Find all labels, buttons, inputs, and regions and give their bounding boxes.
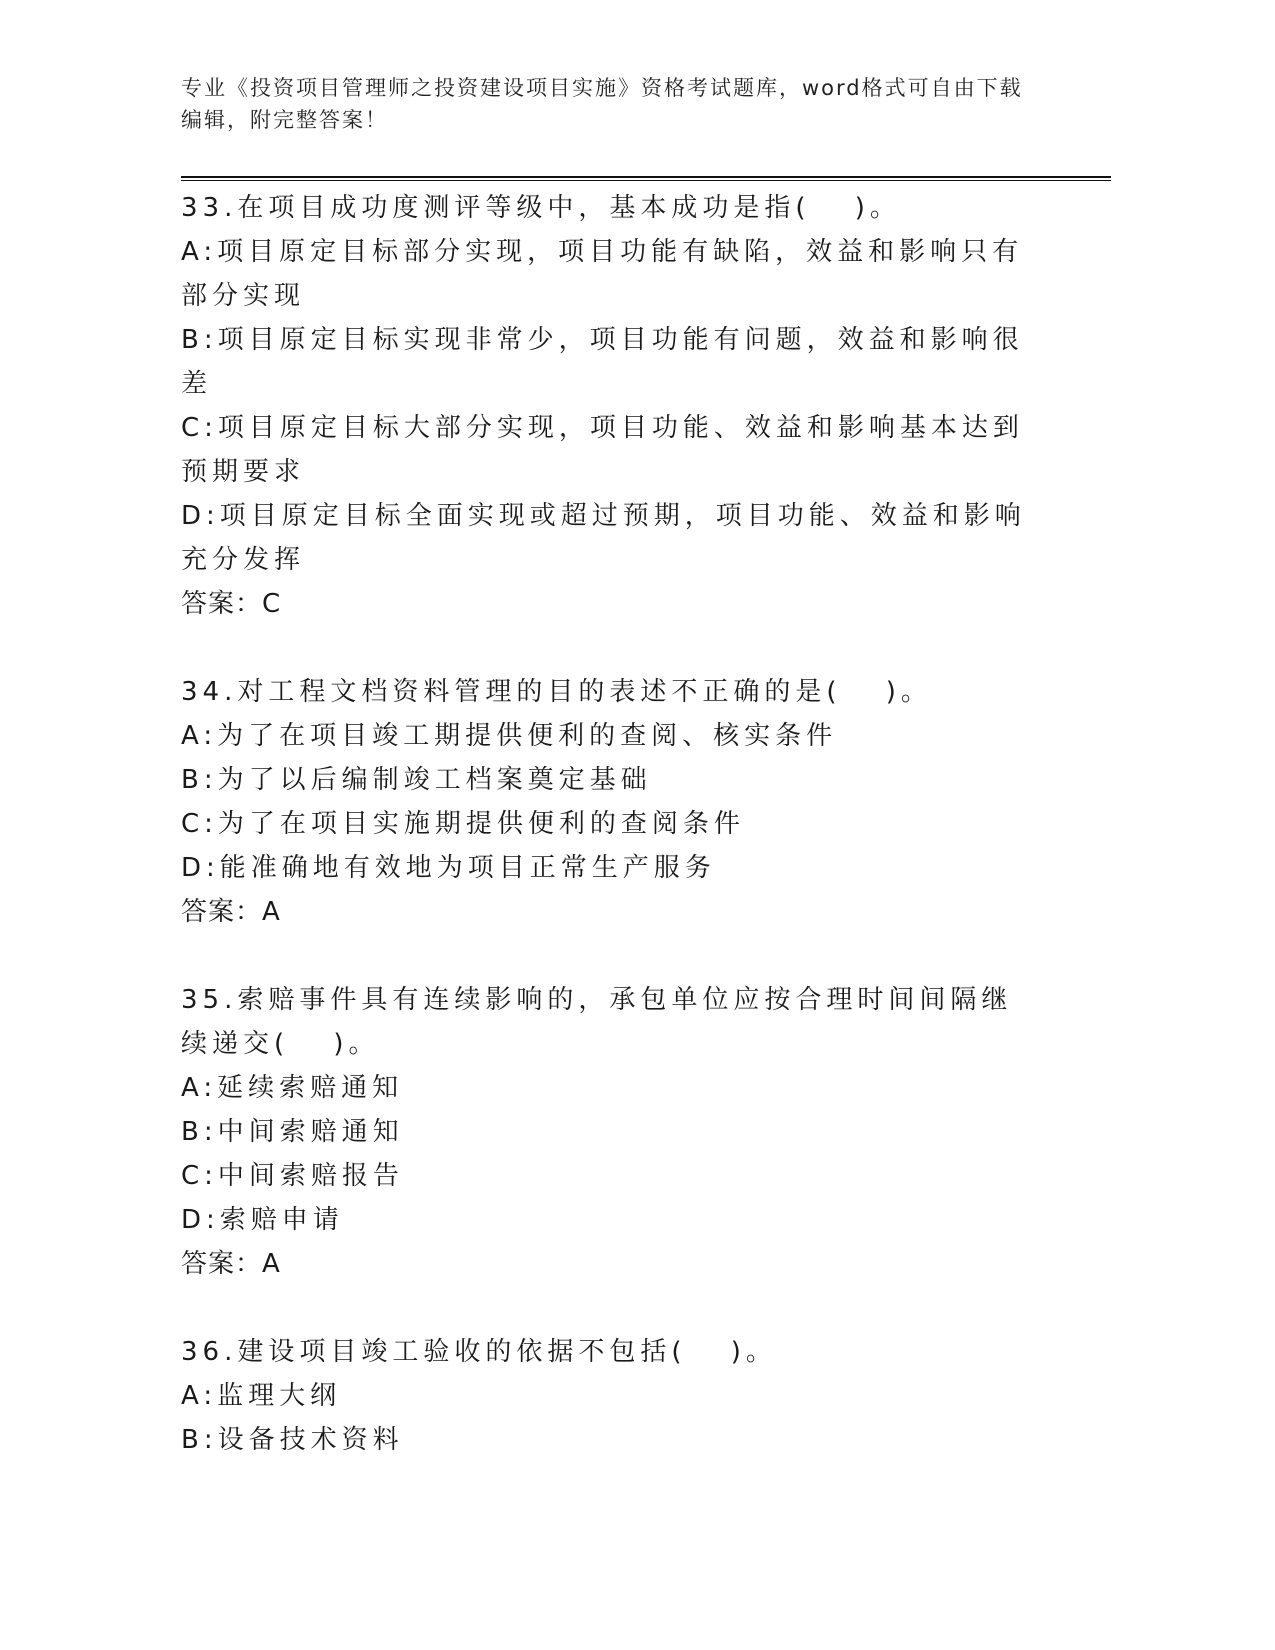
question-stem: 33.在项目成功度测评等级中，基本成功是指( )。 [181,193,901,223]
option-a: A:延续索赔通知 [181,1073,404,1103]
question-stem: 34.对工程文档资料管理的目的表述不正确的是( )。 [181,677,932,707]
question-36 [181,1330,1041,1462]
option-a: A:监理大纲 [181,1381,342,1411]
option-b: B:中间索赔通知 [181,1117,404,1147]
question-stem: 35.索赔事件具有连续影响的，承包单位应按合理时间间隔继续递交( )。 [181,985,1013,1059]
answer: 答案：A [181,897,281,927]
header-divider [181,176,1111,181]
answer: 答案：C [181,589,282,619]
option-d: D:能准确地有效地为项目正常生产服务 [181,853,716,883]
question-list [181,186,1041,1506]
document-header: 专业《投资项目管理师之投资建设项目实施》资格考试题库，word格式可自由下载编辑，附完整答案！ [181,76,1023,132]
option-c: C:项目原定目标大部分实现，项目功能、效益和影响基本达到预期要求 [181,413,1024,487]
option-d: D:索赔申请 [181,1205,344,1235]
option-a: A:为了在项目竣工期提供便利的查阅、核实条件 [181,721,838,751]
question-35 [181,978,1041,1286]
option-d: D:项目原定目标全面实现或超过预期，项目功能、效益和影响充分发挥 [181,501,1026,575]
option-b: B:为了以后编制竣工档案奠定基础 [181,765,652,795]
option-b: B:设备技术资料 [181,1425,404,1455]
option-a: A:项目原定目标部分实现，项目功能有缺陷，效益和影响只有部分实现 [181,237,1024,311]
option-b: B:项目原定目标实现非常少，项目功能有问题，效益和影响很差 [181,325,1024,399]
question-33 [181,186,1041,626]
option-c: C:为了在项目实施期提供便利的查阅条件 [181,809,745,839]
answer: 答案：A [181,1249,281,1279]
option-c: C:中间索赔报告 [181,1161,404,1191]
question-stem: 36.建设项目竣工验收的依据不包括( )。 [181,1337,777,1367]
question-34 [181,670,1041,934]
